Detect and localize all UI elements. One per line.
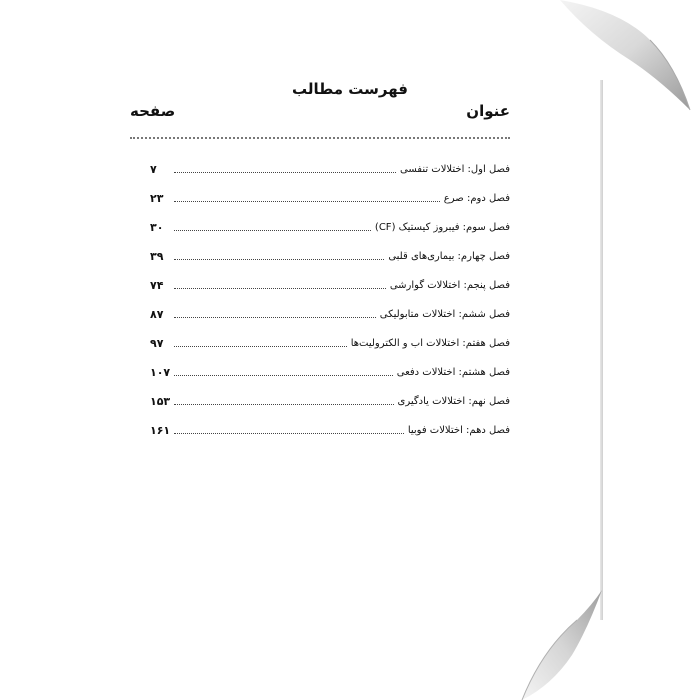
toc-chapter-label: فصل ششم: اختلالات متابولیکی bbox=[379, 309, 510, 320]
toc-chapter-label: فصل سوم: فیبروز کیستیک (CF) bbox=[374, 222, 510, 233]
toc-dot-leader bbox=[174, 259, 384, 260]
toc-dot-leader bbox=[174, 404, 394, 405]
toc-page-number: ۳۰ bbox=[150, 221, 164, 234]
toc-dot-leader bbox=[174, 375, 393, 376]
toc-row bbox=[150, 155, 510, 184]
toc-row bbox=[150, 213, 510, 242]
table-of-contents bbox=[150, 155, 510, 445]
toc-dot-leader bbox=[174, 230, 371, 231]
toc-row bbox=[150, 242, 510, 271]
toc-page-number: ۷۴ bbox=[150, 279, 164, 292]
toc-page-number: ۲۳ bbox=[150, 192, 164, 205]
toc-dot-leader bbox=[174, 433, 404, 434]
toc-row bbox=[150, 416, 510, 445]
header-divider bbox=[130, 137, 510, 139]
toc-row bbox=[150, 329, 510, 358]
toc-chapter-label: فصل دوم: صرع bbox=[443, 193, 510, 204]
toc-page-number: ۷ bbox=[150, 163, 157, 176]
toc-dot-leader bbox=[174, 317, 376, 318]
toc-row bbox=[150, 387, 510, 416]
toc-chapter-label: فصل هشتم: اختلالات دفعی bbox=[396, 367, 510, 378]
toc-chapter-label: فصل نهم: اختلالات یادگیری bbox=[397, 396, 510, 407]
page-title: فهرست مطالب bbox=[292, 80, 408, 98]
toc-row bbox=[150, 358, 510, 387]
toc-dot-leader bbox=[174, 201, 440, 202]
toc-row bbox=[150, 184, 510, 213]
toc-page-number: ۹۷ bbox=[150, 337, 164, 350]
toc-chapter-label: فصل هفتم: اختلالات اب و الکترولیت‌ها bbox=[350, 338, 510, 349]
toc-chapter-label: فصل پنجم: اختلالات گوارشی bbox=[389, 280, 510, 291]
toc-page-number: ۱۵۳ bbox=[150, 395, 171, 408]
toc-page-number: ۱۰۷ bbox=[150, 366, 171, 379]
column-title-header: عنوان bbox=[466, 102, 510, 120]
page-curl-bottom-right-icon bbox=[502, 590, 612, 700]
toc-row bbox=[150, 271, 510, 300]
column-page-header: صفحه bbox=[130, 102, 176, 120]
toc-page-number: ۳۹ bbox=[150, 250, 164, 263]
toc-chapter-label: فصل دهم: اختلالات فوبیا bbox=[407, 425, 510, 436]
toc-dot-leader bbox=[174, 172, 396, 173]
toc-page-number: ۱۶۱ bbox=[150, 424, 171, 437]
page-edge-shadow bbox=[600, 80, 603, 620]
toc-dot-leader bbox=[174, 346, 347, 347]
toc-chapter-label: فصل چهارم: بیماری‌های قلبی bbox=[388, 251, 510, 262]
toc-chapter-label: فصل اول: اختلالات تنفسی bbox=[400, 164, 510, 175]
page-curl-top-right-icon bbox=[550, 0, 700, 120]
toc-page-number: ۸۷ bbox=[150, 308, 164, 321]
toc-row bbox=[150, 300, 510, 329]
toc-dot-leader bbox=[174, 288, 386, 289]
